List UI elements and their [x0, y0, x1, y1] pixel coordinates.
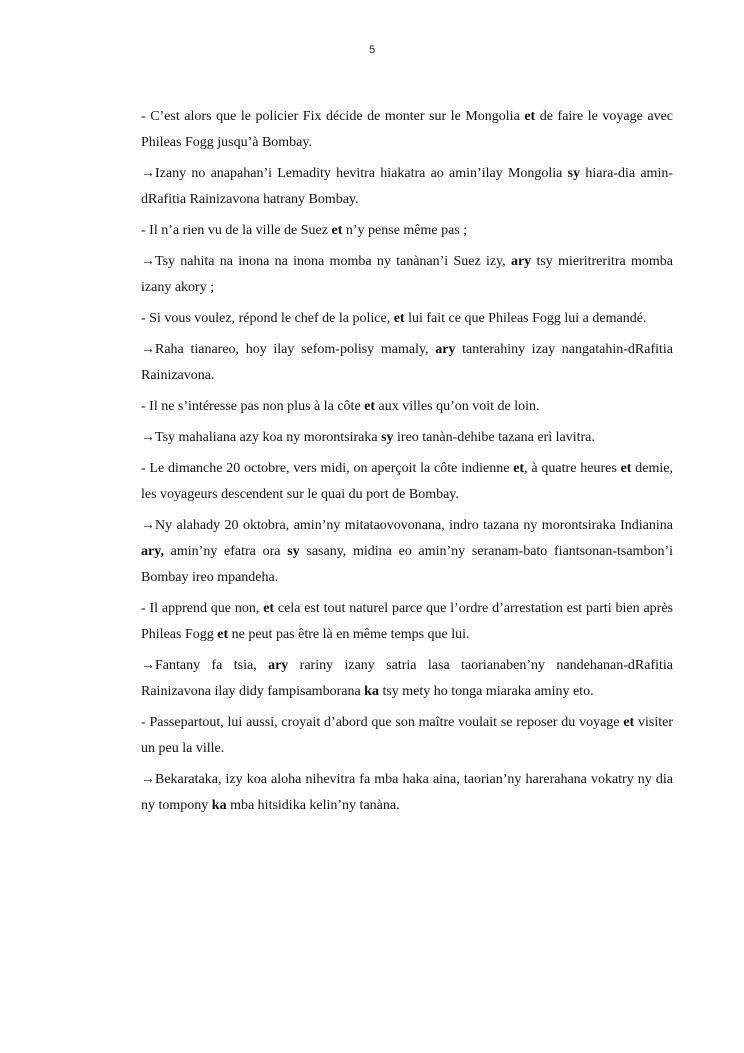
paragraph-malagasy: [141, 513, 673, 591]
bold-conjunction: et: [364, 399, 376, 414]
bold-conjunction: sy: [567, 166, 581, 181]
text-segment: →Izany no anapahan’i Lemadity hevitra hiakatra ao amin’ilay Mongolia: [141, 166, 568, 181]
text-segment: tsy mety ho tonga miaraka aminy eto.: [378, 684, 594, 699]
text-segment: tsy mieritreritra momba izany akory ;: [141, 254, 673, 295]
text-segment: amin’ny efatra ora: [163, 544, 288, 559]
text-segment: - Il n’a rien vu de la ville de Suez: [141, 223, 332, 238]
bold-conjunction: et: [331, 223, 343, 238]
bold-conjunction: et: [513, 461, 525, 476]
text-segment: visiter un peu la ville.: [141, 715, 673, 756]
paragraph-malagasy: [141, 653, 673, 705]
text-segment: →Ny alahady 20 oktobra, amin’ny mitataovovonana, indro tazana ny morontsiraka Indianina: [141, 518, 673, 533]
text-segment: , à quatre heures: [524, 461, 621, 476]
paragraph-malagasy: [141, 161, 673, 213]
bold-conjunction: et: [620, 461, 632, 476]
text-segment: →Bekarataka, izy koa aloha nihevitra fa mba haka aina, taorian’ny harerahana vokatry ny dia ny tompony: [141, 772, 673, 813]
paragraph-french: [141, 306, 673, 332]
bold-conjunction: et: [623, 715, 635, 730]
bold-conjunction: et: [217, 627, 229, 642]
text-segment: - Il ne s’intéresse pas non plus à la côte: [141, 399, 365, 414]
bold-conjunction: ka: [364, 684, 379, 699]
text-segment: tanterahiny izay nangatahin-dRafitia Rainizavona.: [141, 342, 673, 383]
bold-conjunction: sy: [287, 544, 300, 559]
text-segment: hiara-dia amin-dRafitia Rainizavona hatrany Bombay.: [141, 166, 673, 207]
paragraph-french: [141, 218, 673, 244]
bold-conjunction: et: [393, 311, 405, 326]
text-segment: mba hitsidika kelin’ny tanàna.: [226, 798, 400, 813]
text-segment: →Tsy mahaliana azy koa ny morontsiraka: [141, 430, 382, 445]
text-segment: - Passepartout, lui aussi, croyait d’abord que son maître voulait se reposer du voyage: [141, 715, 624, 730]
bold-conjunction: ary: [268, 658, 289, 673]
text-segment: rariny izany satria lasa taorianaben’ny nandehanan-dRafitia Rainizavona ilay didy fampisamborana: [141, 658, 674, 699]
text-segment: →Raha tianareo, hoy ilay sefom-polisy mamaly,: [141, 342, 436, 357]
paragraph-french: [141, 710, 673, 762]
document-body: [141, 104, 673, 824]
text-segment: →Fantany fa tsia,: [141, 658, 269, 673]
bold-conjunction: et: [263, 601, 275, 616]
paragraph-malagasy: [141, 249, 673, 301]
text-segment: de faire le voyage avec Phileas Fogg jusqu’à Bombay.: [141, 109, 673, 150]
bold-conjunction: ary: [510, 254, 532, 269]
bold-conjunction: et: [524, 109, 536, 124]
paragraph-malagasy: [141, 767, 673, 819]
text-segment: - C’est alors que le policier Fix décide de monter sur le Mongolia: [141, 109, 525, 124]
bold-conjunction: ary: [435, 342, 456, 357]
text-segment: - Le dimanche 20 octobre, vers midi, on aperçoit la côte indienne: [141, 461, 514, 476]
text-segment: sasany, midina eo amin’ny seranam-bato fiantsonan-tsambon’i Bombay ireo mpandeha.: [141, 544, 673, 585]
paragraph-french: [141, 456, 673, 508]
text-segment: demie, les voyageurs descendent sur le quai du port de Bombay.: [141, 461, 673, 502]
paragraph-french: [141, 104, 673, 156]
paragraph-malagasy: [141, 425, 673, 451]
text-segment: - Il apprend que non,: [141, 601, 264, 616]
paragraph-french: [141, 596, 673, 648]
text-segment: ne peut pas être là en même temps que lui.: [228, 627, 470, 642]
bold-conjunction: ka: [211, 798, 227, 813]
text-segment: aux villes qu’on voit de loin.: [375, 399, 540, 414]
text-segment: cela est tout naturel parce que l’ordre d’arrestation est parti bien après Phileas Fogg: [141, 601, 673, 642]
page-number: 5: [368, 44, 376, 56]
text-segment: ireo tanàn-dehibe tazana erì lavitra.: [393, 430, 595, 445]
text-segment: →Tsy nahita na inona na inona momba ny tanànan’i Suez izy,: [141, 254, 511, 269]
text-segment: - Si vous voulez, répond le chef de la police,: [141, 311, 394, 326]
bold-conjunction: ary,: [141, 544, 164, 559]
paragraph-malagasy: [141, 337, 673, 389]
bold-conjunction: sy: [381, 430, 394, 445]
text-segment: lui fait ce que Phileas Fogg lui a demandé.: [404, 311, 647, 326]
text-segment: n’y pense même pas ;: [342, 223, 468, 238]
paragraph-french: [141, 394, 673, 420]
